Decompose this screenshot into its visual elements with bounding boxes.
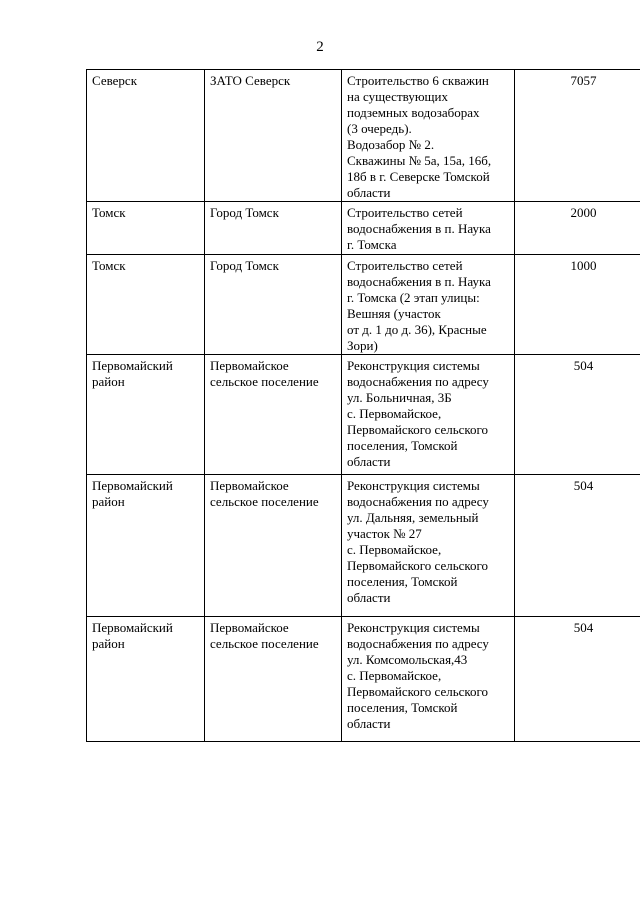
description-line: Первомайского сельского (347, 422, 489, 437)
projects-table (86, 69, 640, 742)
description-line: Реконструкция системы (347, 620, 480, 635)
description-line: участок № 27 (347, 526, 422, 541)
description-line: Строительство сетей (347, 258, 463, 273)
region-cell (87, 255, 205, 355)
description-line: Строительство сетей (347, 205, 463, 220)
region-line: Первомайский (92, 478, 173, 493)
description-line: водоснабжения по адресу (347, 636, 489, 651)
municipality-cell (205, 355, 342, 475)
region-line: район (92, 494, 125, 509)
description-line: водоснабжения в п. Наука (347, 221, 491, 236)
region-cell (87, 202, 205, 255)
region-line: Первомайский (92, 358, 173, 373)
table-row (87, 255, 640, 355)
municipality-line: сельское поселение (210, 636, 319, 651)
description-line: области (347, 590, 391, 605)
description-line: Первомайского сельского (347, 558, 489, 573)
region-cell (87, 70, 205, 202)
municipality-line: сельское поселение (210, 374, 319, 389)
description-cell (342, 475, 515, 617)
description-cell (342, 355, 515, 475)
table-row (87, 70, 640, 202)
region-line: Северск (92, 73, 138, 88)
table-row (87, 617, 640, 742)
description-cell (342, 70, 515, 202)
municipality-line: Первомайское (210, 620, 289, 635)
description-line: г. Томска (347, 237, 397, 252)
amount-cell: 504 (515, 355, 640, 475)
description-line: области (347, 454, 391, 469)
description-line: поселения, Томской (347, 438, 458, 453)
page-number: 2 (316, 39, 324, 55)
description-line: Строительство 6 скважин (347, 73, 489, 88)
municipality-line: ЗАТО Северск (210, 73, 291, 88)
amount-cell: 1000 (515, 255, 640, 355)
description-line: с. Первомайское, (347, 668, 442, 683)
region-line: район (92, 374, 125, 389)
municipality-cell (205, 70, 342, 202)
description-line: на существующих (347, 89, 449, 104)
municipality-cell (205, 202, 342, 255)
description-line: Вешняя (участок (347, 306, 441, 321)
description-cell (342, 255, 515, 355)
description-cell (342, 202, 515, 255)
description-line: Зори) (347, 338, 378, 353)
region-cell (87, 475, 205, 617)
description-line: Первомайского сельского (347, 684, 489, 699)
description-line: подземных водозаборах (347, 105, 480, 120)
municipality-line: Город Томск (210, 258, 279, 273)
description-line: ул. Больничная, 3Б (347, 390, 452, 405)
description-line: Реконструкция системы (347, 358, 480, 373)
description-line: области (347, 716, 391, 731)
description-line: г. Томска (2 этап улицы: (347, 290, 480, 305)
description-line: водоснабжения в п. Наука (347, 274, 491, 289)
municipality-line: сельское поселение (210, 494, 319, 509)
description-line: ул. Дальняя, земельный (347, 510, 479, 525)
region-line: Томск (92, 205, 126, 220)
amount-cell: 7057 (515, 70, 640, 202)
amount-cell: 504 (515, 475, 640, 617)
projects-table-body (87, 70, 640, 742)
description-line: с. Первомайское, (347, 542, 442, 557)
municipality-cell (205, 475, 342, 617)
region-line: район (92, 636, 125, 651)
amount-cell: 504 (515, 617, 640, 742)
table-row (87, 355, 640, 475)
municipality-cell (205, 255, 342, 355)
region-cell (87, 355, 205, 475)
description-line: Скважины № 5а, 15а, 16б, (347, 153, 492, 168)
description-line: Реконструкция системы (347, 478, 480, 493)
description-line: водоснабжения по адресу (347, 374, 489, 389)
description-line: Водозабор № 2. (347, 137, 435, 152)
description-line: 18б в г. Северске Томской (347, 169, 490, 184)
description-line: области (347, 185, 391, 200)
description-line: поселения, Томской (347, 574, 458, 589)
municipality-line: Первомайское (210, 358, 289, 373)
region-cell (87, 617, 205, 742)
amount-cell: 2000 (515, 202, 640, 255)
description-line: (3 очередь). (347, 121, 412, 136)
description-cell (342, 617, 515, 742)
municipality-line: Город Томск (210, 205, 279, 220)
description-line: от д. 1 до д. 36), Красные (347, 322, 487, 337)
description-line: с. Первомайское, (347, 406, 442, 421)
table-row (87, 475, 640, 617)
table-row (87, 202, 640, 255)
region-line: Первомайский (92, 620, 173, 635)
description-line: поселения, Томской (347, 700, 458, 715)
description-line: ул. Комсомольская,43 (347, 652, 468, 667)
region-line: Томск (92, 258, 126, 273)
municipality-line: Первомайское (210, 478, 289, 493)
municipality-cell (205, 617, 342, 742)
description-line: водоснабжения по адресу (347, 494, 489, 509)
